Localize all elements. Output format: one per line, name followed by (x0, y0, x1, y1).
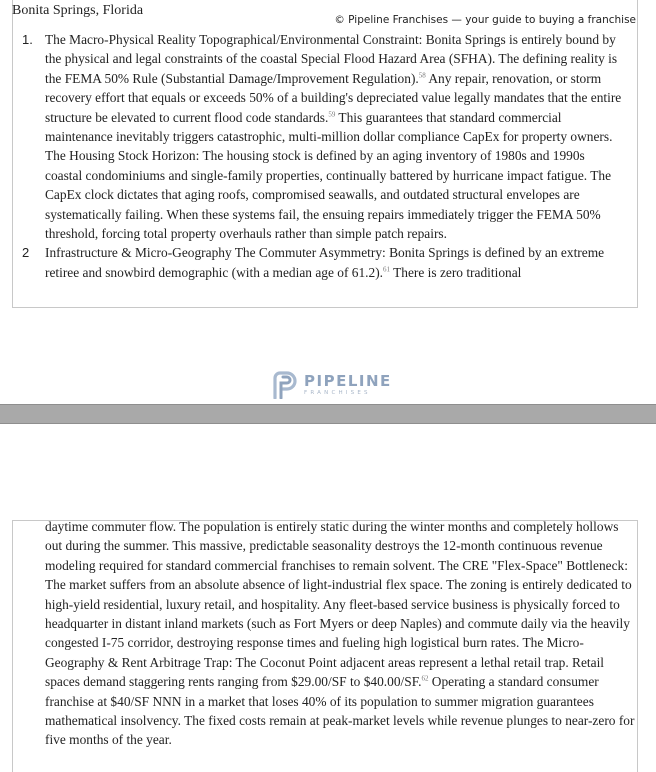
logo-name: PIPELINE (304, 371, 392, 390)
list-item-text: Any repair, renovation, or storm recovery effort that equals or exceeds 50% of a building's depreciated value legally mandates that the entire structure be elevated to current flood code standards. (45, 70, 622, 125)
document-header-city: Bonita Springs, Florida (12, 3, 144, 18)
list-item-text: There is zero traditional (390, 264, 522, 280)
numbered-list (22, 30, 622, 282)
footnote-ref[interactable]: 61 (383, 265, 390, 274)
footnote-ref[interactable]: 59 (328, 110, 336, 119)
pipeline-logo-icon (272, 371, 298, 399)
footnote-ref[interactable]: 58 (418, 71, 426, 80)
page-separator (0, 404, 656, 424)
list-item (22, 30, 622, 243)
list-item-text: Infrastructure & Micro-Geography The Commuter Asymmetry: Bonita Springs is defined by an extreme retiree and snowbird demographic (with a median age of 61.2). (45, 245, 605, 280)
continued-text: Operating a standard consumer franchise at $40/SF NNN in a market that loses 40% of its population to summer migration guarantees mathematical insolvency. The fixed costs remain at peak-market levels while revenue plunges to near-zero for five months of the year. (45, 674, 635, 748)
footnote-ref[interactable]: 62 (421, 674, 429, 683)
pipeline-logo (272, 370, 392, 400)
list-item-text: The Macro-Physical Reality Topographical/Environmental Constraint: Bonita Springs is entirely bound by the physical and legal constraints of the coastal Special Flood Hazard Area (SFHA). The defining reality is the FEMA 50% Rule (Substantial Damage/Improvement Regulation). (45, 32, 618, 86)
list-item-text: This guarantees that standard commercial maintenance inevitably triggers catastrophic, multi-million dollar compliance CapEx for property owners. The Housing Stock Horizon: The housing stock is defined by an aging inventory of 1980s and 1990s coastal condominiums and single-family properties, continually battered by hurricane impact fatigue. The CapEx clock dictates that aging roofs, compromised seawalls, and outdated structural envelopes are systematically failing. When these systems fail, the ensuing repairs immediately trigger the FEMA 50% threshold, forcing total property overhauls rather than simple patch repairs. (45, 109, 613, 242)
watermark-text: © Pipeline Franchises — your guide to buying a franchise (334, 14, 636, 26)
continued-paragraph (45, 517, 637, 750)
list-item-number: 1. (22, 32, 33, 47)
list-item (22, 243, 622, 282)
logo-subtitle: FRANCHISES (304, 389, 371, 396)
continued-text: daytime commuter flow. The population is entirely static during the winter months and completely hollows out during the summer. This massive, predictable seasonality destroys the 12-month continuous revenue modeling required for standard commercial franchises to remain solvent. The CRE "Flex-Space" Bottleneck: The market suffers from an absolute absence of light-industrial flex space. The zoning is entirely dedicated to high-yield residential, luxury retail, and hospitality. Any fleet-based service business is physically forced to headquarter in distant inland markets (such as Fort Myers or deep Naples) and commute daily via the heavily congested I-75 corridor, destroying response times and fueling high logistical burn rates. The Micro-Geography & Rent Arbitrage Trap: The Coconut Point adjacent areas represent a lethal retail trap. Retail spaces demand staggering rents ranging from $29.00/SF to $40.00/SF. (45, 519, 632, 690)
list-item-number: 2 (22, 245, 30, 261)
